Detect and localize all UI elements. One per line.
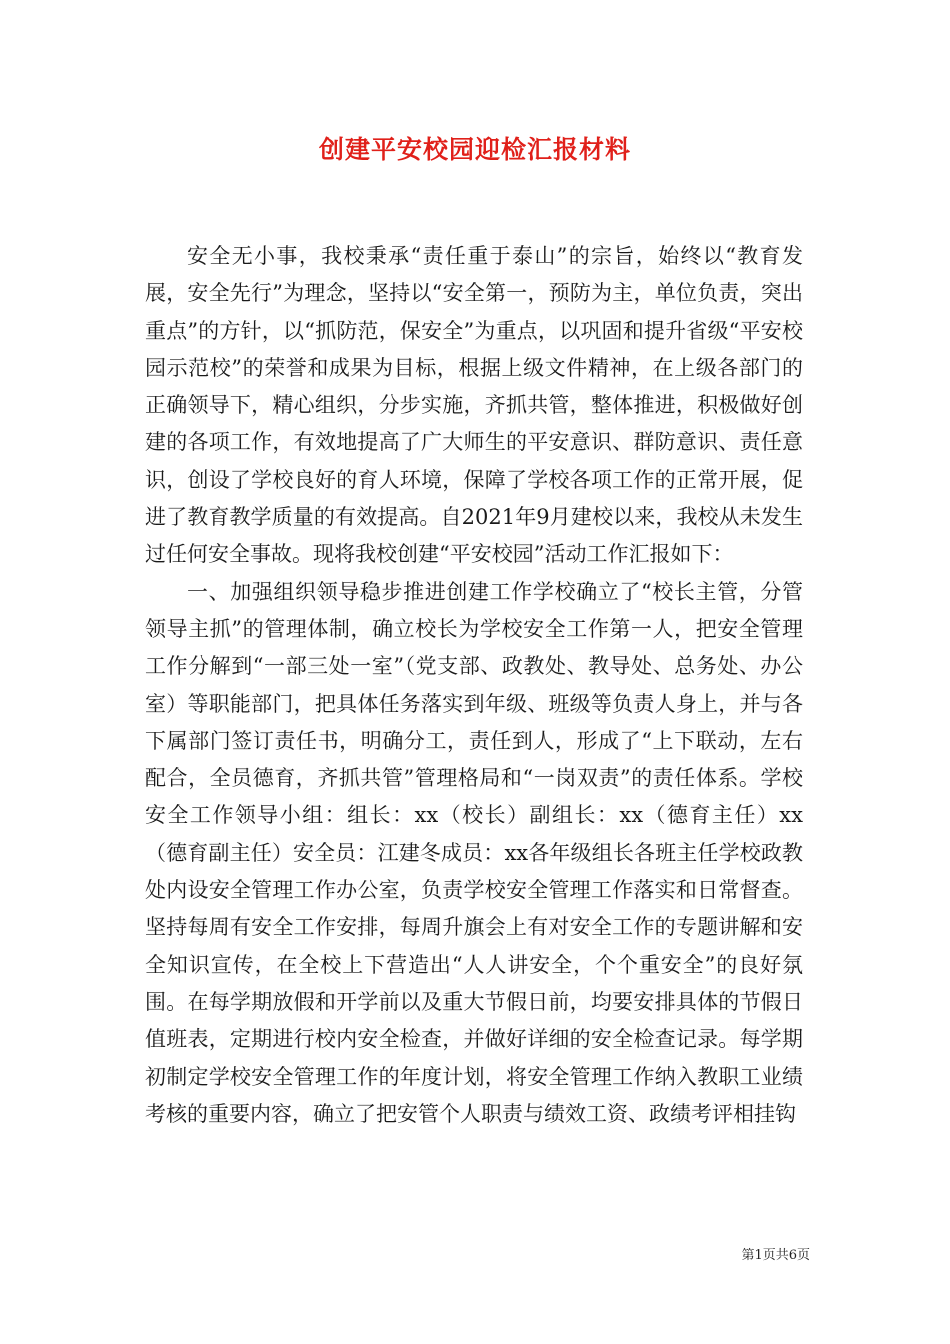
page-number: 第1页共6页 bbox=[741, 1248, 810, 1263]
paragraph-intro: 安全无小事，我校秉承“责任重于泰山”的宗旨，始终以“教育发展，安全先行”为理念，坚持以“安全第一，预防为主，单位负责，突出重点”的方针，以“抓防范，保安全”为重点，以巩固和提升省级“平安校园示范校”的荣誉和成果为目标，根据上级文件精神，在上级各部门的正确领导下，精心组织，分步实施，齐抓共管，整体推进，积极做好创建的各项工作，有效地提高了广大师生的平安意识、群防意识、责任意识，创设了学校良好的育人环境，保障了学校各项工作的正常开展，促进了教育教学质量的有效提高。自2021年9月建校以来，我校从未发生过任何安全事故。现将我校创建“平安校园”活动工作汇报如下： bbox=[145, 244, 803, 567]
document-title: 创建平安校园迎检汇报材料 bbox=[318, 135, 631, 164]
paragraph-section-1: 一、加强组织领导稳步推进创建工作学校确立了“校长主管，分管领导主抓”的管理体制，确立校长为学校安全工作第一人，把安全管理工作分解到“一部三处一室”（党支部、政教处、教导处、总务处、办公室）等职能部门，把具体任务落实到年级、班级等负责人身上，并与各下属部门签订责任书，明确分工，责任到人，形成了“上下联动，左右配合，全员德育，齐抓共管”管理格局和“一岗双责”的责任体系。学校安全工作领导小组：组长：xx（校长）副组长：xx（德育主任）xx（德育副主任）安全员：江建冬成员：xx各年级组长各班主任学校政教处内设安全管理工作办公室，负责学校安全管理工作落实和日常督查。坚持每周有安全工作安排，每周升旗会上有对安全工作的专题讲解和安全知识宣传，在全校上下营造出“人人讲安全，个个重安全”的良好氛围。在每学期放假和开学前以及重大节假日前，均要安排具体的节假日值班表，定期进行校内安全检查，并做好详细的安全检查记录。每学期初制定学校安全管理工作的年度计划，将安全管理工作纳入教职工业绩考核的重要内容，确立了把安管个人职责与绩效工资、政绩考评相挂钩 bbox=[145, 579, 803, 1126]
document-body bbox=[145, 238, 803, 1133]
